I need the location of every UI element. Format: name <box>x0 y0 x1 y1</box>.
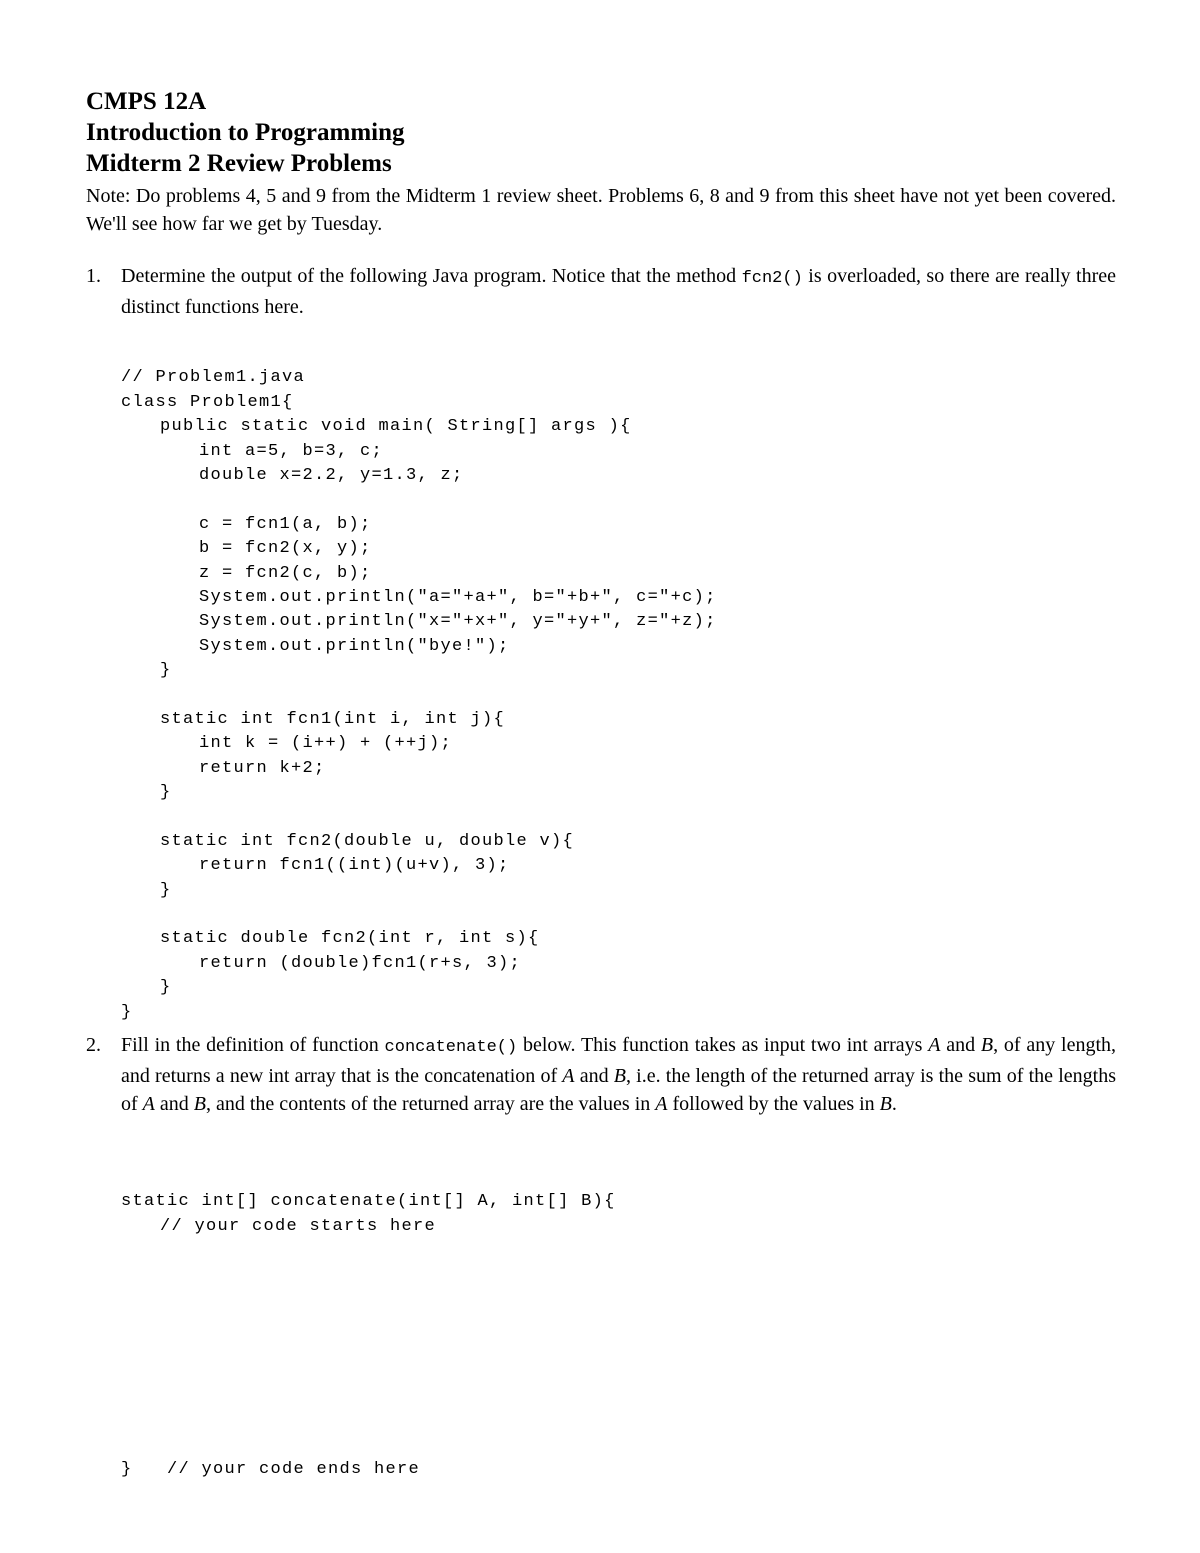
problem1-text-after: is overloaded, so there are really three distinct functions here. <box>121 265 1116 318</box>
code-line: public static void main( String[] args ){ <box>160 417 632 437</box>
problem1-code-block <box>121 342 717 1025</box>
code-line <box>121 805 717 829</box>
code-line: int k = (i++) + (++j); <box>199 734 453 754</box>
code-line: } <box>160 661 172 681</box>
document-subtitle: Midterm 2 Review Problems <box>86 150 392 177</box>
code-line: static int fcn1(int i, int j){ <box>160 709 506 729</box>
code-line: System.out.println("x="+x+", y="+y+", z="+z); <box>199 612 717 632</box>
course-code: CMPS 12A <box>86 88 207 115</box>
problem2-text: , of any length, and returns a new int array that is the concatenation of <box>121 1034 1117 1087</box>
array-b-symbol: B <box>980 1034 994 1056</box>
code-line: // your code starts here <box>160 1216 437 1236</box>
problem2-text: and <box>574 1065 614 1087</box>
code-line: System.out.println("a="+a+", b="+b+", c="+c); <box>199 587 717 607</box>
problem1-number: 1. <box>86 265 101 287</box>
code-line: } // your code ends here <box>121 1460 421 1480</box>
problem2-text: , i.e. the length of the returned array is the sum of the lengths of <box>121 1065 1116 1115</box>
problem1-statement <box>121 262 1116 321</box>
problem1-text-before: Determine the output of the following Java program. Notice that the method <box>121 265 742 287</box>
code-line: return fcn1((int)(u+v), 3); <box>199 856 510 876</box>
array-b-symbol: B <box>613 1065 626 1087</box>
problem2-text: . <box>891 1093 897 1115</box>
code-line: System.out.println("bye!"); <box>199 636 510 656</box>
problem2-inline-code: concatenate() <box>384 1038 518 1057</box>
code-line: class Problem1{ <box>121 392 294 412</box>
problem2-text: and <box>940 1034 981 1056</box>
array-b-symbol: B <box>193 1093 206 1115</box>
problem2-statement <box>121 1031 1116 1118</box>
code-line: return k+2; <box>199 758 326 778</box>
code-line: static double fcn2(int r, int s){ <box>160 929 540 949</box>
problem2-code-end <box>121 1434 420 1483</box>
problem2-text: followed by the values in <box>667 1093 880 1115</box>
array-a-symbol: A <box>562 1065 575 1087</box>
note-paragraph: Note: Do problems 4, 5 and 9 from the Midterm 1 review sheet. Problems 6, 8 and 9 from this sheet have not yet been covered. We'll see how far we get by Tuesday. <box>86 185 1116 235</box>
array-a-symbol: A <box>928 1034 941 1056</box>
code-line: double x=2.2, y=1.3, z; <box>199 465 464 485</box>
code-line: int a=5, b=3, c; <box>199 441 384 461</box>
array-a-symbol: A <box>142 1093 155 1115</box>
problem2-number: 2. <box>86 1034 101 1056</box>
code-line <box>121 488 717 512</box>
code-line: z = fcn2(c, b); <box>199 563 372 583</box>
problem1-inline-code: fcn2() <box>741 269 803 288</box>
code-line: // Problem1.java <box>121 368 306 388</box>
code-line: static int fcn2(double u, double v){ <box>160 831 575 851</box>
code-line: return (double)fcn1(r+s, 3); <box>199 953 522 973</box>
code-line <box>121 683 717 707</box>
array-a-symbol: A <box>655 1093 668 1115</box>
problem2-text: below. This function takes as input two int arrays <box>517 1034 929 1056</box>
code-line: } <box>160 783 172 803</box>
code-line: c = fcn1(a, b); <box>199 514 372 534</box>
code-line <box>121 903 717 927</box>
code-line: } <box>160 978 172 998</box>
code-line: b = fcn2(x, y); <box>199 539 372 559</box>
problem2-code-start <box>121 1166 616 1239</box>
code-line: } <box>160 880 172 900</box>
code-line: static int[] concatenate(int[] A, int[] B){ <box>121 1192 616 1212</box>
problem2-text: Fill in the definition of function <box>121 1034 385 1056</box>
problem2-text: , and the contents of the returned array are the values in <box>206 1093 656 1115</box>
problem2-text: and <box>154 1093 194 1115</box>
course-title: Introduction to Programming <box>86 119 405 146</box>
code-line: } <box>121 1002 133 1022</box>
array-b-symbol: B <box>879 1093 892 1115</box>
